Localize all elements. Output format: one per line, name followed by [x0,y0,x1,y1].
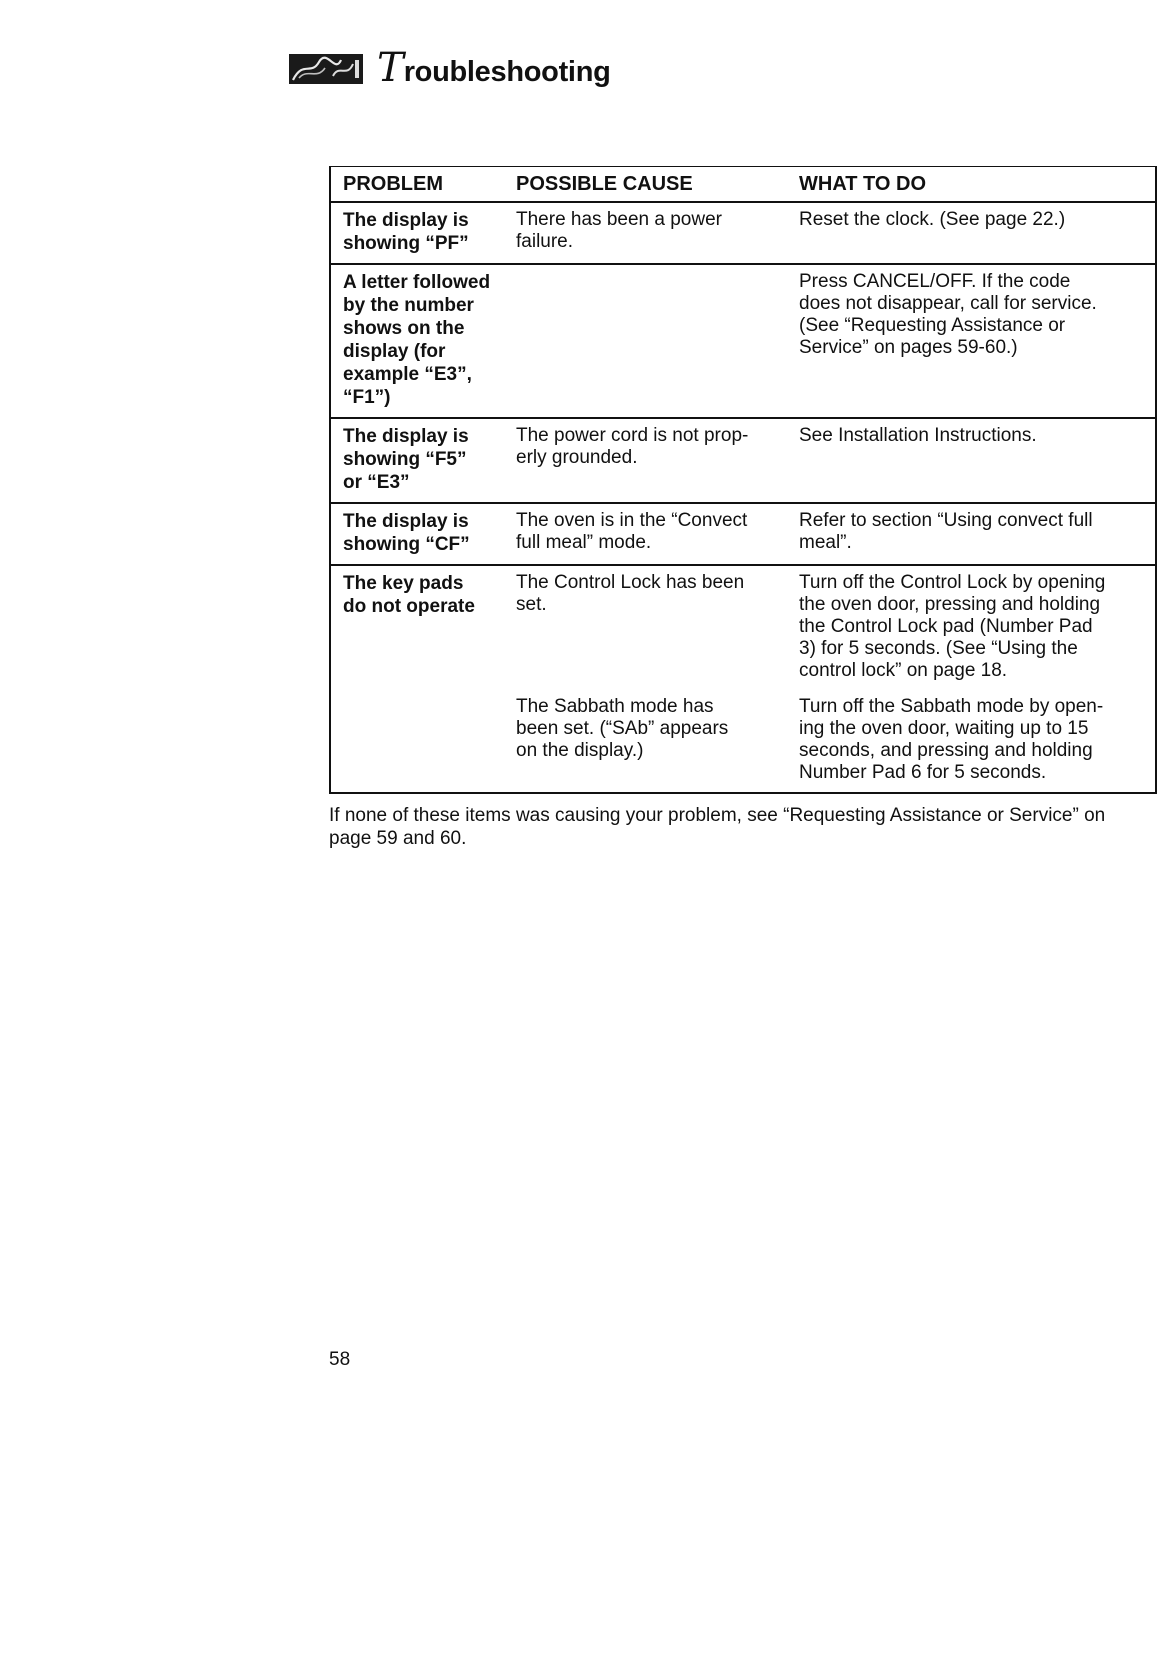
cause-block [516,271,799,359]
troubleshooting-table [329,166,1157,794]
cause-text: The Sabbath mode has [516,696,714,717]
title-initial: T [377,45,404,91]
table-row [331,566,1155,792]
cause-text: full meal” mode. [516,532,652,553]
problem-text: A letter followed [343,272,491,293]
action-text: the oven door, pressing and holding [799,594,1101,615]
action-text: See Installation Instructions. [799,425,1037,446]
action-block [799,510,1145,554]
action-text: control lock” on page 18. [799,660,1008,681]
action-text: (See “Requesting Assistance or [799,315,1066,336]
footer-note-line: page 59 and 60. [329,828,467,849]
problem-cell [331,203,516,263]
action-text: 3) for 5 seconds. (See “Using the [799,638,1078,659]
cause-block [516,510,799,554]
problem-cell [331,419,516,502]
column-header-possible-cause: POSSIBLE CAUSE [516,172,693,195]
problem-text: “F1”) [343,387,391,408]
cause-block [516,696,799,784]
cause-text: set. [516,594,547,615]
action-text: Press CANCEL/OFF. If the code [799,271,1071,292]
problem-text: The display is [343,210,469,231]
problem-text: example “E3”, [343,364,472,385]
cause-text: The oven is in the “Convect [516,510,748,531]
brand-logo-icon [289,54,363,84]
cause-text: been set. (“SAb” appears [516,718,729,739]
table-body [331,203,1155,792]
cause-text: The power cord is not prop- [516,425,749,446]
table-row [331,265,1155,419]
action-block [799,425,1145,469]
cause-text: There has been a power [516,209,722,230]
cause-text: on the display.) [516,740,644,761]
cause-block [516,209,799,253]
page-header [289,45,611,91]
problem-text: The key pads [343,573,464,594]
problem-text: The display is [343,426,469,447]
cause-block [516,572,799,682]
what-to-do-cell [799,419,1155,502]
possible-cause-cell [516,504,799,564]
page-number: 58 [329,1349,351,1370]
action-text: meal”. [799,532,852,553]
cause-text: The Control Lock has been [516,572,745,593]
action-block [799,696,1145,784]
action-text: Refer to section “Using convect full [799,510,1093,531]
table-header-row [331,167,1155,203]
what-to-do-cell [799,504,1155,564]
possible-cause-cell [516,419,799,502]
action-text: ing the oven door, waiting up to 15 [799,718,1089,739]
footer-note-line: If none of these items was causing your problem, see “Requesting Assistance or Service” on [329,805,1106,826]
title-rest: roubleshooting [403,56,611,88]
problem-text: do not operate [343,596,475,617]
problem-cell [331,504,516,564]
table-row [331,419,1155,504]
cause-text: failure. [516,231,574,252]
possible-cause-cell [516,566,799,792]
footer-note [329,804,1159,850]
what-to-do-cell [799,203,1155,263]
action-block [799,209,1145,253]
table-row [331,203,1155,265]
cause-block [516,425,799,469]
action-text: Turn off the Sabbath mode by open- [799,696,1104,717]
what-to-do-cell [799,566,1155,792]
problem-cell [331,265,516,417]
action-text: the Control Lock pad (Number Pad [799,616,1093,637]
column-header-what-to-do: WHAT TO DO [799,172,927,195]
action-text: Service” on pages 59-60.) [799,337,1018,358]
problem-text: showing “CF” [343,534,470,555]
action-text: Turn off the Control Lock by opening [799,572,1106,593]
page-title [377,45,611,91]
column-header-problem: PROBLEM [343,172,443,195]
possible-cause-cell [516,265,799,417]
action-block [799,572,1145,682]
action-text: does not disappear, call for service. [799,293,1097,314]
problem-text: by the number [343,295,474,316]
problem-text: display (for [343,341,446,362]
cause-text: erly grounded. [516,447,638,468]
possible-cause-cell [516,203,799,263]
problem-text: The display is [343,511,469,532]
problem-text: or “E3” [343,472,410,493]
problem-text: shows on the [343,318,465,339]
problem-text: showing “PF” [343,233,469,254]
table-row [331,504,1155,566]
action-text: Number Pad 6 for 5 seconds. [799,762,1047,783]
action-text: seconds, and pressing and holding [799,740,1093,761]
action-block [799,271,1145,359]
what-to-do-cell [799,265,1155,417]
problem-text: showing “F5” [343,449,467,470]
action-text: Reset the clock. (See page 22.) [799,209,1066,230]
problem-cell [331,566,516,792]
